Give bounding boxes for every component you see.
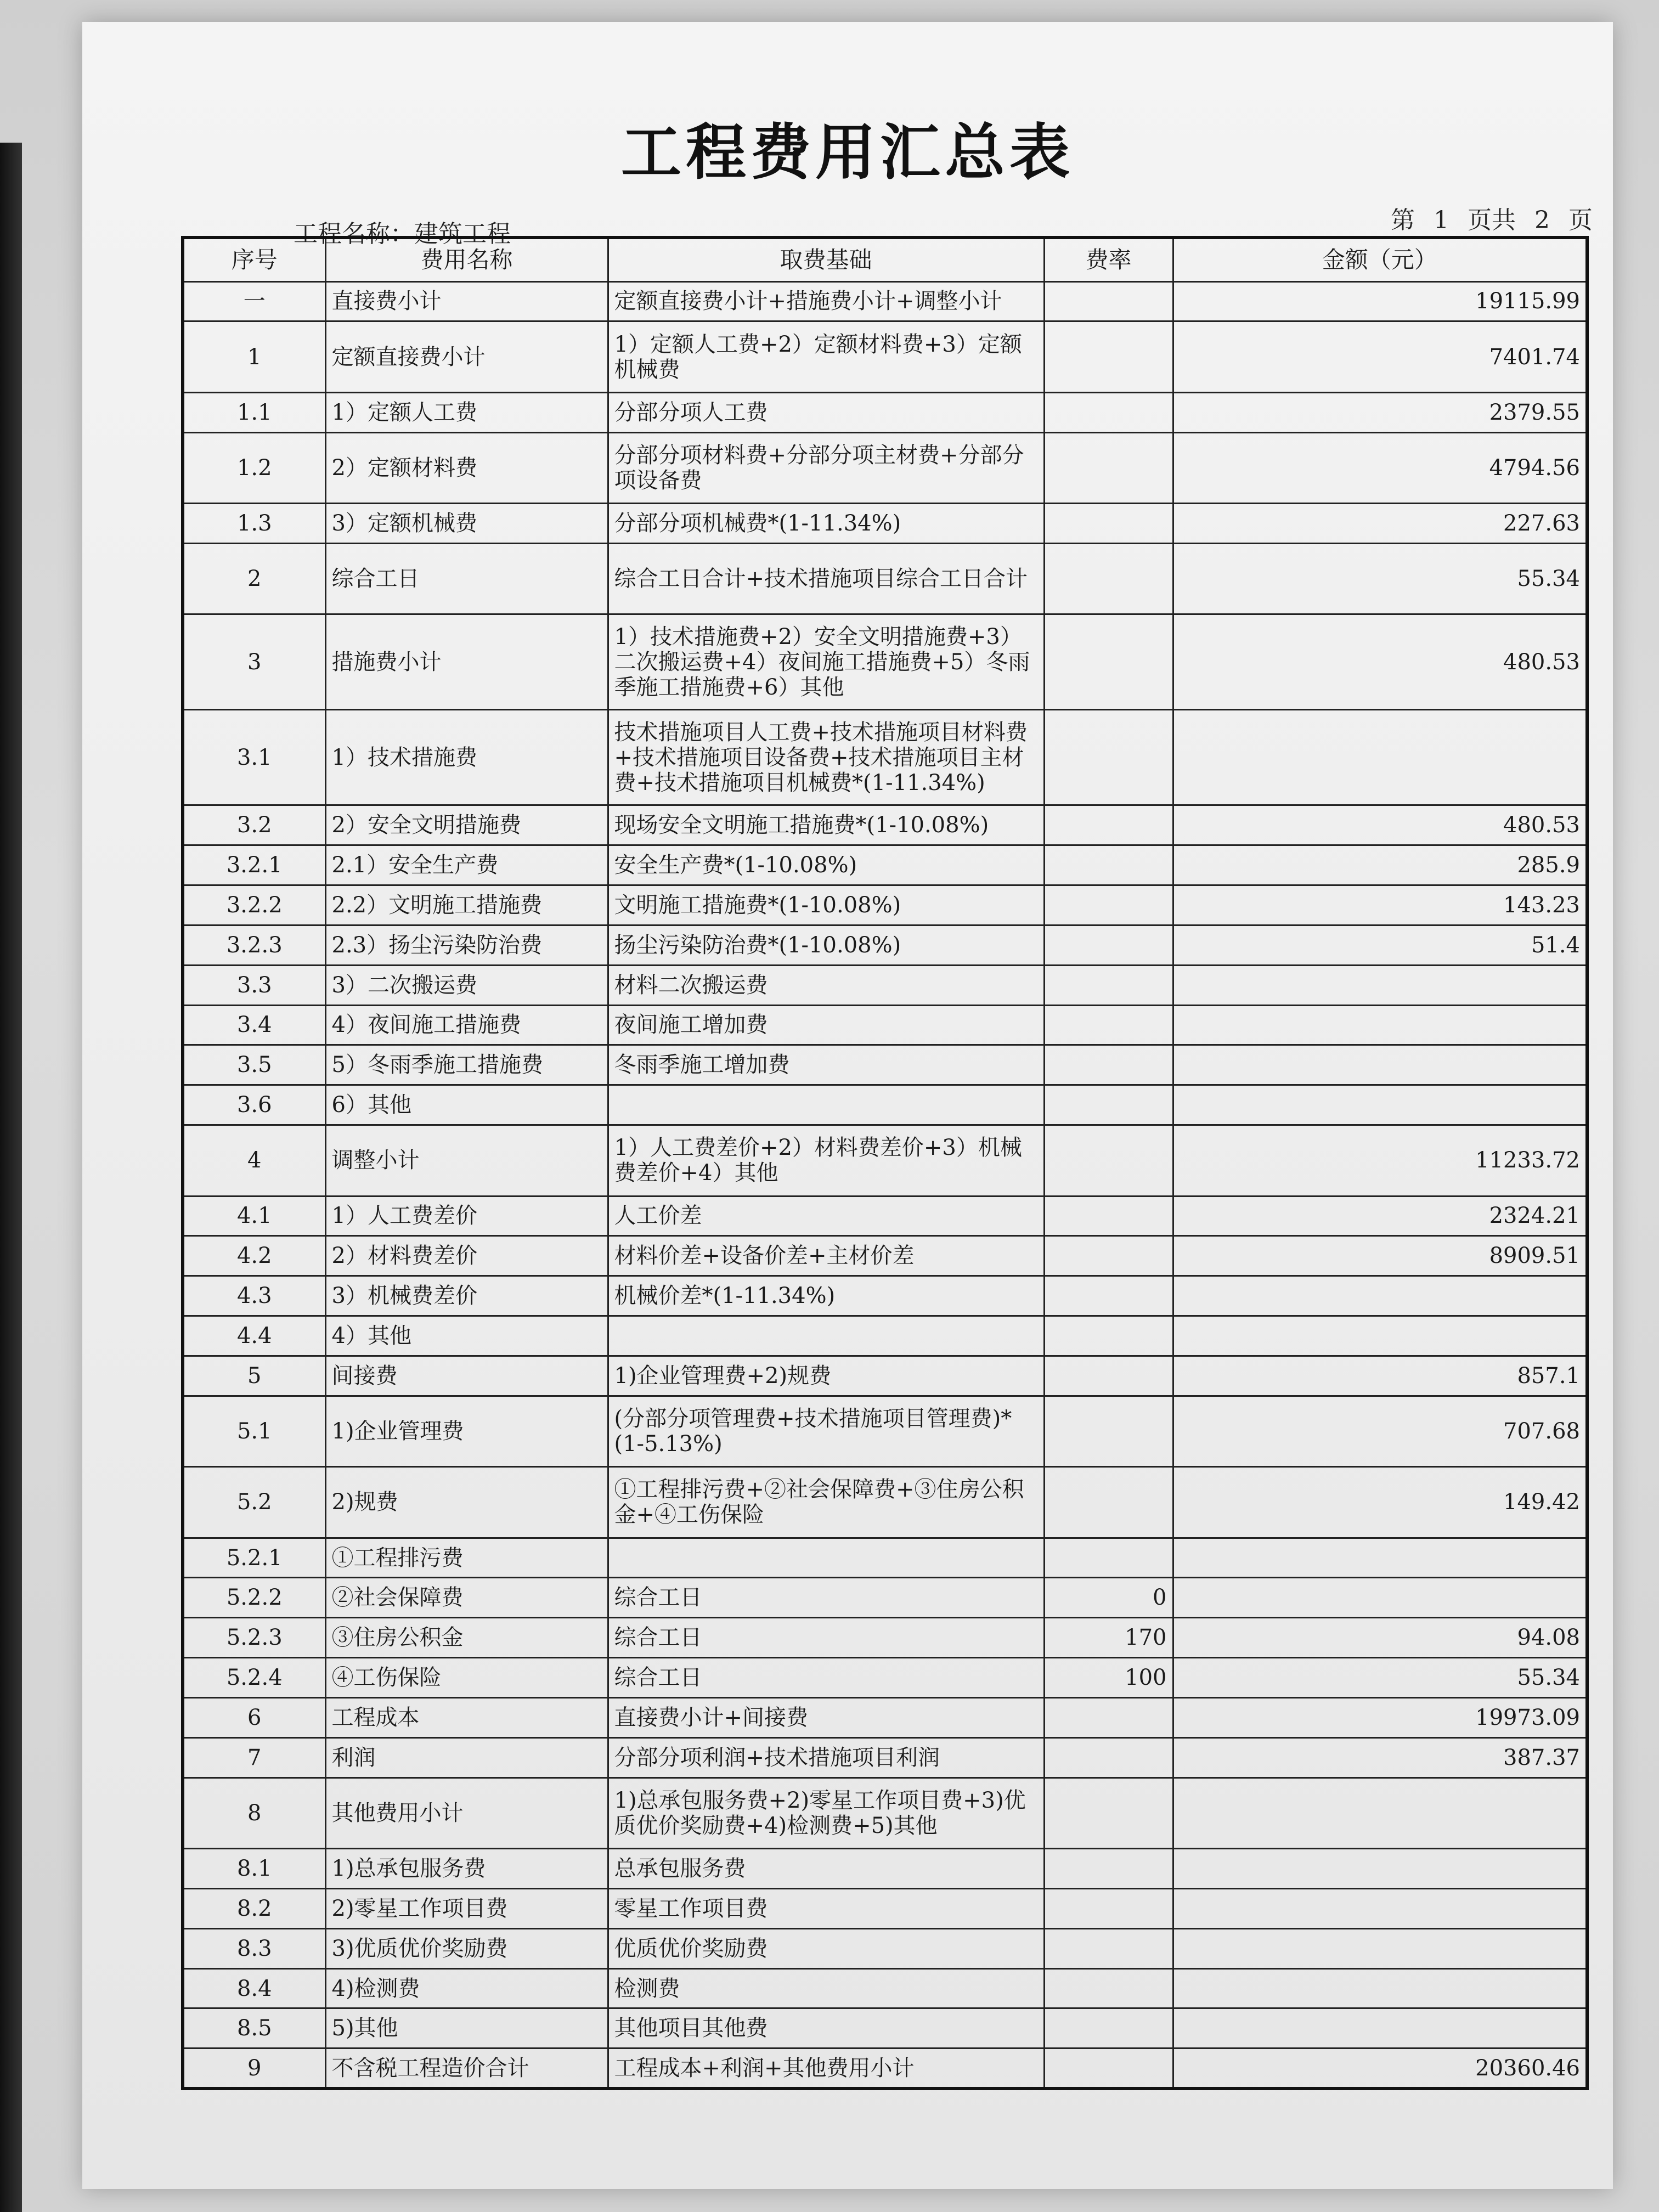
cell-name: 利润 bbox=[325, 1737, 608, 1778]
cell-amount bbox=[1173, 1045, 1587, 1085]
cell-amount: 143.23 bbox=[1173, 885, 1587, 926]
cell-name: 1)企业管理费 bbox=[325, 1396, 608, 1466]
cell-amount bbox=[1173, 1578, 1587, 1618]
cell-amount bbox=[1173, 1968, 1587, 2008]
cell-no: 7 bbox=[183, 1737, 325, 1778]
cell-amount bbox=[1173, 710, 1587, 805]
cell-amount: 2379.55 bbox=[1173, 392, 1587, 432]
cell-no: 一 bbox=[183, 281, 325, 321]
cell-basis: 综合工日 bbox=[608, 1578, 1044, 1618]
table-row bbox=[183, 281, 1587, 321]
cell-no: 5.2.1 bbox=[183, 1538, 325, 1578]
table-row bbox=[183, 1658, 1587, 1698]
table-row bbox=[183, 1467, 1587, 1538]
cell-rate bbox=[1044, 1737, 1173, 1778]
cell-no: 6 bbox=[183, 1697, 325, 1737]
cell-name: 2)规费 bbox=[325, 1467, 608, 1538]
cell-basis: 现场安全文明施工措施费*(1-10.08%) bbox=[608, 805, 1044, 845]
cell-basis: 分部分项利润+技术措施项目利润 bbox=[608, 1737, 1044, 1778]
cell-no: 4.1 bbox=[183, 1196, 325, 1236]
cell-basis: 分部分项机械费*(1-11.34%) bbox=[608, 504, 1044, 544]
cell-amount: 55.34 bbox=[1173, 543, 1587, 614]
cell-rate bbox=[1044, 885, 1173, 926]
cell-name: 3）定额机械费 bbox=[325, 504, 608, 544]
project-name: 工程名称：建筑工程 bbox=[294, 220, 511, 248]
cell-amount bbox=[1173, 1005, 1587, 1045]
background-edge bbox=[0, 143, 22, 2212]
cell-rate bbox=[1044, 1396, 1173, 1466]
document-title: 工程费用汇总表 bbox=[621, 117, 1074, 188]
cell-amount: 51.4 bbox=[1173, 925, 1587, 965]
cell-basis: 综合工日 bbox=[608, 1658, 1044, 1698]
cell-name: 3)优质优价奖励费 bbox=[325, 1928, 608, 1968]
cell-basis: 1）人工费差价+2）材料费差价+3）机械费差价+4）其他 bbox=[608, 1125, 1044, 1196]
cell-no: 4.4 bbox=[183, 1316, 325, 1356]
cell-rate bbox=[1044, 281, 1173, 321]
cell-rate bbox=[1044, 504, 1173, 544]
cell-no: 3.1 bbox=[183, 710, 325, 805]
cell-no: 8.3 bbox=[183, 1928, 325, 1968]
cell-basis: 1)总承包服务费+2)零星工作项目费+3)优质优价奖励费+4)检测费+5)其他 bbox=[608, 1778, 1044, 1848]
cell-name: 2.3）扬尘污染防治费 bbox=[325, 925, 608, 965]
table-row bbox=[183, 321, 1587, 392]
cell-no: 4.3 bbox=[183, 1276, 325, 1316]
cell-name: 定额直接费小计 bbox=[325, 321, 608, 392]
cell-name: 4）其他 bbox=[325, 1316, 608, 1356]
cell-name: 2)零星工作项目费 bbox=[325, 1888, 608, 1928]
cell-amount: 480.53 bbox=[1173, 614, 1587, 710]
cell-rate bbox=[1044, 2008, 1173, 2049]
cell-name: 不含税工程造价合计 bbox=[325, 2049, 608, 2089]
cell-no: 5.1 bbox=[183, 1396, 325, 1466]
cell-rate bbox=[1044, 1236, 1173, 1276]
cell-amount bbox=[1173, 1778, 1587, 1848]
cell-rate bbox=[1044, 1316, 1173, 1356]
cell-no: 8 bbox=[183, 1778, 325, 1848]
cell-name: 3）二次搬运费 bbox=[325, 965, 608, 1005]
cell-amount: 8909.51 bbox=[1173, 1236, 1587, 1276]
cell-basis: 分部分项材料费+分部分项主材费+分部分项设备费 bbox=[608, 432, 1044, 503]
table-row bbox=[183, 2008, 1587, 2049]
cell-name: 2）安全文明措施费 bbox=[325, 805, 608, 845]
table-row bbox=[183, 845, 1587, 885]
cell-amount bbox=[1173, 965, 1587, 1005]
table-row bbox=[183, 965, 1587, 1005]
table-body bbox=[183, 281, 1587, 2089]
cell-no: 3.6 bbox=[183, 1085, 325, 1125]
cell-no: 5.2.2 bbox=[183, 1578, 325, 1618]
page-number: 第 1 页共 2 页 bbox=[1391, 206, 1593, 234]
cell-amount bbox=[1173, 1849, 1587, 1889]
cell-name: 1）定额人工费 bbox=[325, 392, 608, 432]
table-row bbox=[183, 1196, 1587, 1236]
table-row bbox=[183, 543, 1587, 614]
cell-basis: 夜间施工增加费 bbox=[608, 1005, 1044, 1045]
cell-name: 3）机械费差价 bbox=[325, 1276, 608, 1316]
cell-no: 3.5 bbox=[183, 1045, 325, 1085]
table-row bbox=[183, 1737, 1587, 1778]
cell-basis: 文明施工措施费*(1-10.08%) bbox=[608, 885, 1044, 926]
cell-name: ③住房公积金 bbox=[325, 1618, 608, 1658]
cell-rate bbox=[1044, 1849, 1173, 1889]
cell-no: 3.4 bbox=[183, 1005, 325, 1045]
cell-basis: 综合工日合计+技术措施项目综合工日合计 bbox=[608, 543, 1044, 614]
cell-name: 1)总承包服务费 bbox=[325, 1849, 608, 1889]
cell-no: 3 bbox=[183, 614, 325, 710]
table-row bbox=[183, 1276, 1587, 1316]
cell-name: 间接费 bbox=[325, 1356, 608, 1396]
cell-rate bbox=[1044, 321, 1173, 392]
cell-name: 其他费用小计 bbox=[325, 1778, 608, 1848]
cost-summary-table bbox=[181, 236, 1589, 2090]
cell-name: 2.1）安全生产费 bbox=[325, 845, 608, 885]
table-row bbox=[183, 1928, 1587, 1968]
cell-amount: 707.68 bbox=[1173, 1396, 1587, 1466]
cell-name: 直接费小计 bbox=[325, 281, 608, 321]
cell-basis: 材料二次搬运费 bbox=[608, 965, 1044, 1005]
cell-amount bbox=[1173, 1276, 1587, 1316]
table-row bbox=[183, 805, 1587, 845]
table-row bbox=[183, 504, 1587, 544]
cell-basis: 其他项目其他费 bbox=[608, 2008, 1044, 2049]
cell-name: 5)其他 bbox=[325, 2008, 608, 2049]
cell-basis: 检测费 bbox=[608, 1968, 1044, 2008]
cell-rate bbox=[1044, 1968, 1173, 2008]
table-row bbox=[183, 1356, 1587, 1396]
cell-basis: 安全生产费*(1-10.08%) bbox=[608, 845, 1044, 885]
cell-rate bbox=[1044, 2049, 1173, 2089]
cell-amount: 20360.46 bbox=[1173, 2049, 1587, 2089]
cell-name: ④工伤保险 bbox=[325, 1658, 608, 1698]
cell-amount: 55.34 bbox=[1173, 1658, 1587, 1698]
table-header-row bbox=[183, 238, 1587, 281]
header-no: 序号 bbox=[183, 238, 325, 281]
cell-amount: 7401.74 bbox=[1173, 321, 1587, 392]
cell-rate: 0 bbox=[1044, 1578, 1173, 1618]
cell-rate bbox=[1044, 432, 1173, 503]
cell-basis: 冬雨季施工增加费 bbox=[608, 1045, 1044, 1085]
cell-rate bbox=[1044, 1928, 1173, 1968]
cell-rate bbox=[1044, 1125, 1173, 1196]
cell-basis: 优质优价奖励费 bbox=[608, 1928, 1044, 1968]
cell-no: 1.2 bbox=[183, 432, 325, 503]
cell-amount: 480.53 bbox=[1173, 805, 1587, 845]
table-row bbox=[183, 1849, 1587, 1889]
cell-amount: 11233.72 bbox=[1173, 1125, 1587, 1196]
cell-rate bbox=[1044, 1538, 1173, 1578]
header-basis: 取费基础 bbox=[608, 238, 1044, 281]
table-row bbox=[183, 614, 1587, 710]
cell-basis: 材料价差+设备价差+主材价差 bbox=[608, 1236, 1044, 1276]
cell-no: 8.4 bbox=[183, 1968, 325, 2008]
cell-rate bbox=[1044, 543, 1173, 614]
cell-no: 9 bbox=[183, 2049, 325, 2089]
cell-amount: 149.42 bbox=[1173, 1467, 1587, 1538]
cell-amount: 94.08 bbox=[1173, 1618, 1587, 1658]
cell-amount: 387.37 bbox=[1173, 1737, 1587, 1778]
cell-no: 5.2.4 bbox=[183, 1658, 325, 1698]
cell-name: 4）夜间施工措施费 bbox=[325, 1005, 608, 1045]
cell-name: 6）其他 bbox=[325, 1085, 608, 1125]
cell-rate: 100 bbox=[1044, 1658, 1173, 1698]
cell-amount: 19973.09 bbox=[1173, 1697, 1587, 1737]
cell-no: 5 bbox=[183, 1356, 325, 1396]
table-row bbox=[183, 2049, 1587, 2089]
table-row bbox=[183, 1396, 1587, 1466]
cell-basis: 定额直接费小计+措施费小计+调整小计 bbox=[608, 281, 1044, 321]
cell-no: 5.2.3 bbox=[183, 1618, 325, 1658]
cell-basis: 总承包服务费 bbox=[608, 1849, 1044, 1889]
table-row bbox=[183, 1538, 1587, 1578]
cell-basis: 工程成本+利润+其他费用小计 bbox=[608, 2049, 1044, 2089]
table-row bbox=[183, 1778, 1587, 1848]
cell-name: 2.2）文明施工措施费 bbox=[325, 885, 608, 926]
table-row bbox=[183, 885, 1587, 926]
cell-basis: 分部分项人工费 bbox=[608, 392, 1044, 432]
cell-basis: 扬尘污染防治费*(1-10.08%) bbox=[608, 925, 1044, 965]
cell-rate bbox=[1044, 1778, 1173, 1848]
cell-name: 2）材料费差价 bbox=[325, 1236, 608, 1276]
cell-amount: 19115.99 bbox=[1173, 281, 1587, 321]
cell-rate bbox=[1044, 805, 1173, 845]
cell-basis: 综合工日 bbox=[608, 1618, 1044, 1658]
cell-rate bbox=[1044, 1045, 1173, 1085]
cell-amount bbox=[1173, 1538, 1587, 1578]
header-name: 费用名称 bbox=[325, 238, 608, 281]
table-row bbox=[183, 1316, 1587, 1356]
cell-rate bbox=[1044, 710, 1173, 805]
cell-no: 8.5 bbox=[183, 2008, 325, 2049]
cell-basis: 1)企业管理费+2)规费 bbox=[608, 1356, 1044, 1396]
cell-basis: 1）技术措施费+2）安全文明措施费+3）二次搬运费+4）夜间施工措施费+5）冬雨季施工措施费+6）其他 bbox=[608, 614, 1044, 710]
cell-rate bbox=[1044, 392, 1173, 432]
cell-name: 5）冬雨季施工措施费 bbox=[325, 1045, 608, 1085]
cell-no: 1.1 bbox=[183, 392, 325, 432]
cell-name: 4)检测费 bbox=[325, 1968, 608, 2008]
cell-rate bbox=[1044, 925, 1173, 965]
cell-rate bbox=[1044, 965, 1173, 1005]
cell-basis: 技术措施项目人工费+技术措施项目材料费+技术措施项目设备费+技术措施项目主材费+技术措施项目机械费*(1-11.34%) bbox=[608, 710, 1044, 805]
table-row bbox=[183, 1125, 1587, 1196]
table-row bbox=[183, 1236, 1587, 1276]
table-row bbox=[183, 1005, 1587, 1045]
header-rate: 费率 bbox=[1044, 238, 1173, 281]
cell-rate bbox=[1044, 1467, 1173, 1538]
cell-basis bbox=[608, 1316, 1044, 1356]
cell-amount: 4794.56 bbox=[1173, 432, 1587, 503]
cell-basis bbox=[608, 1538, 1044, 1578]
cell-no: 3.2.2 bbox=[183, 885, 325, 926]
cell-basis: 1）定额人工费+2）定额材料费+3）定额机械费 bbox=[608, 321, 1044, 392]
cell-basis bbox=[608, 1085, 1044, 1125]
cell-rate bbox=[1044, 1085, 1173, 1125]
cell-amount bbox=[1173, 1888, 1587, 1928]
cell-amount: 227.63 bbox=[1173, 504, 1587, 544]
cell-rate: 170 bbox=[1044, 1618, 1173, 1658]
cell-basis: 机械价差*(1-11.34%) bbox=[608, 1276, 1044, 1316]
cell-name: ②社会保障费 bbox=[325, 1578, 608, 1618]
cell-name: 1）人工费差价 bbox=[325, 1196, 608, 1236]
cell-name: 工程成本 bbox=[325, 1697, 608, 1737]
cell-name: ①工程排污费 bbox=[325, 1538, 608, 1578]
cell-no: 3.3 bbox=[183, 965, 325, 1005]
cell-name: 措施费小计 bbox=[325, 614, 608, 710]
table-row bbox=[183, 1618, 1587, 1658]
table-row bbox=[183, 925, 1587, 965]
cell-no: 8.2 bbox=[183, 1888, 325, 1928]
cell-basis: ①工程排污费+②社会保障费+③住房公积金+④工伤保险 bbox=[608, 1467, 1044, 1538]
cell-rate bbox=[1044, 1276, 1173, 1316]
cell-rate bbox=[1044, 1356, 1173, 1396]
table-row bbox=[183, 1085, 1587, 1125]
cell-name: 2）定额材料费 bbox=[325, 432, 608, 503]
table-row bbox=[183, 1968, 1587, 2008]
cell-rate bbox=[1044, 614, 1173, 710]
cell-name: 1）技术措施费 bbox=[325, 710, 608, 805]
cell-name: 调整小计 bbox=[325, 1125, 608, 1196]
table-row bbox=[183, 1697, 1587, 1737]
cell-amount: 857.1 bbox=[1173, 1356, 1587, 1396]
table-row bbox=[183, 710, 1587, 805]
cell-no: 1.3 bbox=[183, 504, 325, 544]
cell-no: 4.2 bbox=[183, 1236, 325, 1276]
cell-no: 8.1 bbox=[183, 1849, 325, 1889]
cell-name: 综合工日 bbox=[325, 543, 608, 614]
cell-no: 2 bbox=[183, 543, 325, 614]
cell-no: 5.2 bbox=[183, 1467, 325, 1538]
cell-rate bbox=[1044, 845, 1173, 885]
cell-no: 3.2.3 bbox=[183, 925, 325, 965]
cell-basis: 人工价差 bbox=[608, 1196, 1044, 1236]
cell-amount bbox=[1173, 1316, 1587, 1356]
cell-rate bbox=[1044, 1888, 1173, 1928]
table-row bbox=[183, 432, 1587, 503]
cell-rate bbox=[1044, 1196, 1173, 1236]
header-amount: 金额（元） bbox=[1173, 238, 1587, 281]
cell-amount bbox=[1173, 2008, 1587, 2049]
cell-basis: 直接费小计+间接费 bbox=[608, 1697, 1044, 1737]
table-row bbox=[183, 1578, 1587, 1618]
cell-no: 3.2 bbox=[183, 805, 325, 845]
cell-basis: (分部分项管理费+技术措施项目管理费)*(1-5.13%) bbox=[608, 1396, 1044, 1466]
cell-rate bbox=[1044, 1005, 1173, 1045]
cell-amount bbox=[1173, 1085, 1587, 1125]
cell-no: 4 bbox=[183, 1125, 325, 1196]
cell-amount: 285.9 bbox=[1173, 845, 1587, 885]
cell-amount bbox=[1173, 1928, 1587, 1968]
table-row bbox=[183, 1888, 1587, 1928]
table-row bbox=[183, 392, 1587, 432]
cell-rate bbox=[1044, 1697, 1173, 1737]
cell-no: 1 bbox=[183, 321, 325, 392]
table-row bbox=[183, 1045, 1587, 1085]
cell-no: 3.2.1 bbox=[183, 845, 325, 885]
cell-amount: 2324.21 bbox=[1173, 1196, 1587, 1236]
cell-basis: 零星工作项目费 bbox=[608, 1888, 1044, 1928]
